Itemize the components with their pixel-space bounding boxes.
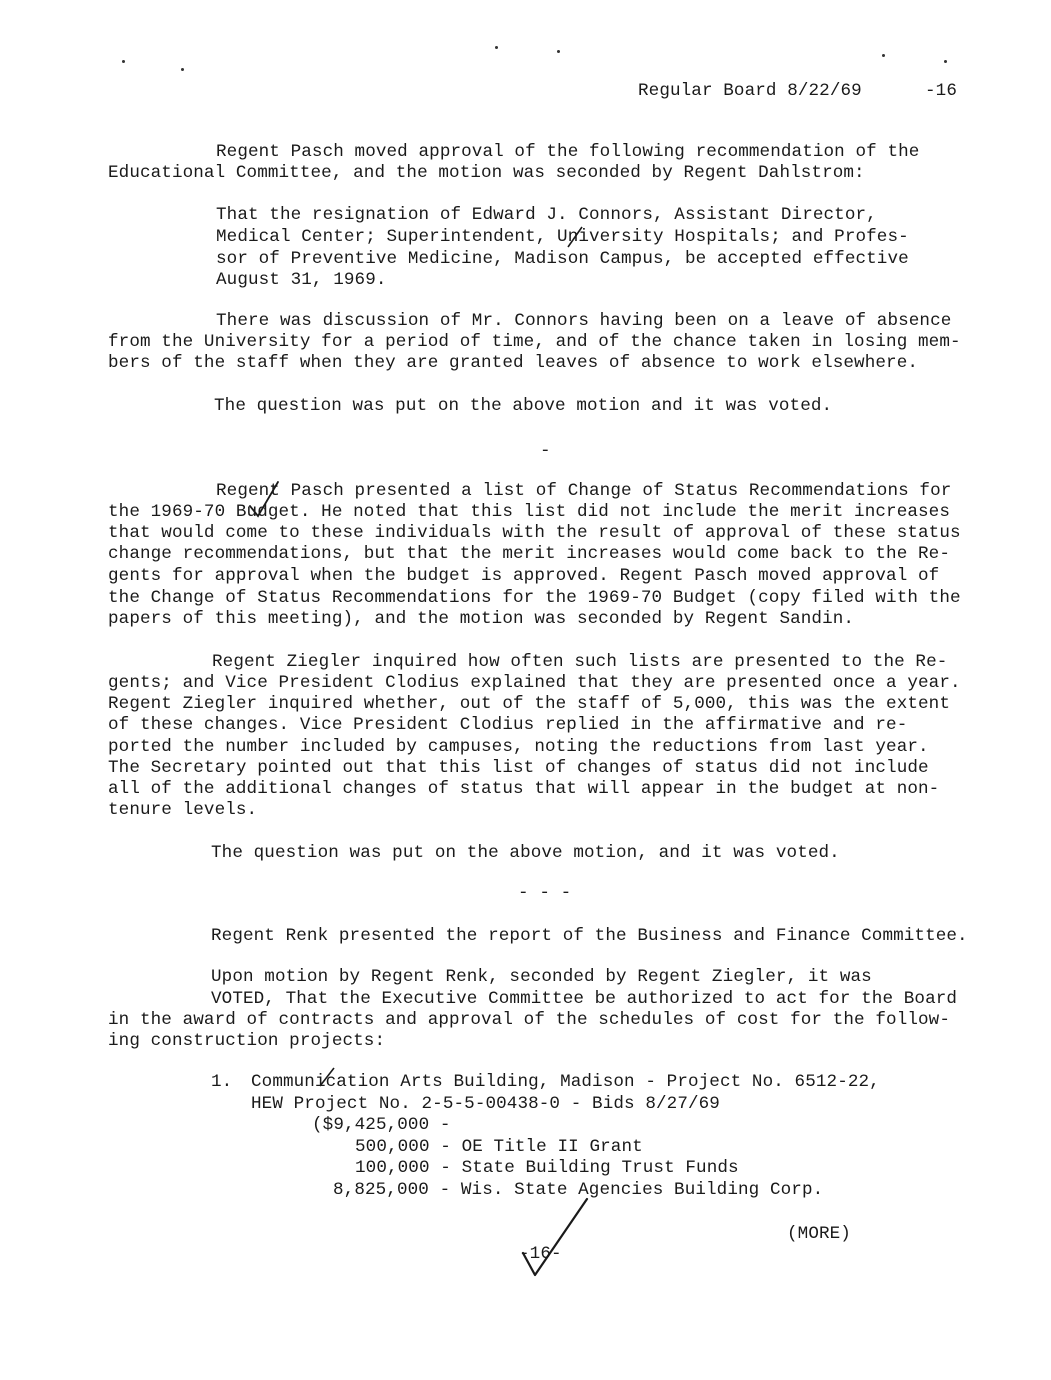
funding-total: ($9,425,000 - xyxy=(312,1115,451,1135)
para4-line: tenure levels. xyxy=(108,800,258,820)
quote1-line: That the resignation of Edward J. Connors, Assistant Director, xyxy=(216,205,877,225)
para1-line: Regent Pasch moved approval of the following recommendation of the xyxy=(216,142,920,162)
para4-line: Regent Ziegler inquired whether, out of the staff of 5,000, this was the extent xyxy=(108,694,950,714)
para3-line: Regent Pasch presented a list of Change of Status Recommendations for xyxy=(216,481,952,501)
para6-line: VOTED, That the Executive Committee be authorized to act for the Board xyxy=(211,989,958,1009)
handwritten-check-mark xyxy=(248,480,282,520)
para4-line: of these changes. Vice President Clodius replied in the affirmative and re- xyxy=(108,715,908,735)
para6-line: Upon motion by Regent Renk, seconded by Regent Ziegler, it was xyxy=(211,967,872,987)
para4-line: The Secretary pointed out that this list of changes of status did not include xyxy=(108,758,929,778)
handwritten-check-mark xyxy=(515,1195,595,1285)
para3-line: the 1969-70 Budget. He noted that this list did not include the merit increases xyxy=(108,502,950,522)
para3-line: the Change of Status Recommendations for the 1969-70 Budget (copy filed with the xyxy=(108,588,961,608)
para4-line: all of the additional changes of status that will appear in the budget at non- xyxy=(108,779,940,799)
para2-line: from the University for a period of time, and of the chance taken in losing mem- xyxy=(108,332,961,352)
project-line: HEW Project No. 2-5-5-00438-0 - Bids 8/27/69 xyxy=(251,1094,720,1114)
para4-line: gents; and Vice President Clodius explained that they are presented once a year. xyxy=(108,673,961,693)
handwritten-slash-mark xyxy=(318,1066,338,1088)
separator: - - - xyxy=(518,883,572,903)
quote1-line: Medical Center; Superintendent, University Hospitals; and Profes- xyxy=(216,227,909,247)
project-number: 1. xyxy=(211,1072,233,1092)
para4-line: ported the number included by campuses, noting the reductions from last year. xyxy=(108,737,929,757)
quote1-line: sor of Preventive Medicine, Madison Campus, be accepted effective xyxy=(216,249,909,269)
header-title: Regular Board 8/22/69 xyxy=(638,81,862,101)
scan-speck xyxy=(944,60,947,63)
scan-speck xyxy=(495,46,498,49)
para2-line: There was discussion of Mr. Connors having been on a leave of absence xyxy=(216,311,952,331)
scan-speck xyxy=(882,54,885,57)
voted-line: The question was put on the above motion, and it was voted. xyxy=(211,843,840,863)
para3-line: gents for approval when the budget is approved. Regent Pasch moved approval of xyxy=(108,566,940,586)
footer-more: (MORE) xyxy=(787,1224,851,1244)
para6-line: in the award of contracts and approval of the schedules of cost for the follow- xyxy=(108,1010,950,1030)
handwritten-slash-mark xyxy=(566,225,586,249)
header-page-number: -16 xyxy=(925,81,957,101)
funding-line: 500,000 - OE Title II Grant xyxy=(355,1137,643,1157)
scan-speck xyxy=(181,68,184,71)
separator: - xyxy=(540,441,551,461)
para3-line: papers of this meeting), and the motion was seconded by Regent Sandin. xyxy=(108,609,855,629)
project-line: Communication Arts Building, Madison - Project No. 6512-22, xyxy=(251,1072,880,1092)
funding-line: 8,825,000 - Wis. State Agencies Building Corp. xyxy=(333,1180,824,1200)
para3-line: that would come to these individuals with the result of approval of these status xyxy=(108,523,961,543)
quote1-line: August 31, 1969. xyxy=(216,270,387,290)
para3-line: change recommendations, but that the merit increases would come back to the Re- xyxy=(108,544,950,564)
footer-page-mark: -16- xyxy=(519,1244,562,1264)
scan-speck xyxy=(122,60,125,63)
para5-line: Regent Renk presented the report of the Business and Finance Committee. xyxy=(211,926,968,946)
para6-line: ing construction projects: xyxy=(108,1031,386,1051)
para1-line: Educational Committee, and the motion was seconded by Regent Dahlstrom: xyxy=(108,163,865,183)
para2-line: bers of the staff when they are granted leaves of absence to work elsewhere. xyxy=(108,353,919,373)
scan-speck xyxy=(557,50,560,53)
funding-line: 100,000 - State Building Trust Funds xyxy=(355,1158,739,1178)
para4-line: Regent Ziegler inquired how often such lists are presented to the Re- xyxy=(212,652,948,672)
voted-line: The question was put on the above motion and it was voted. xyxy=(214,396,833,416)
